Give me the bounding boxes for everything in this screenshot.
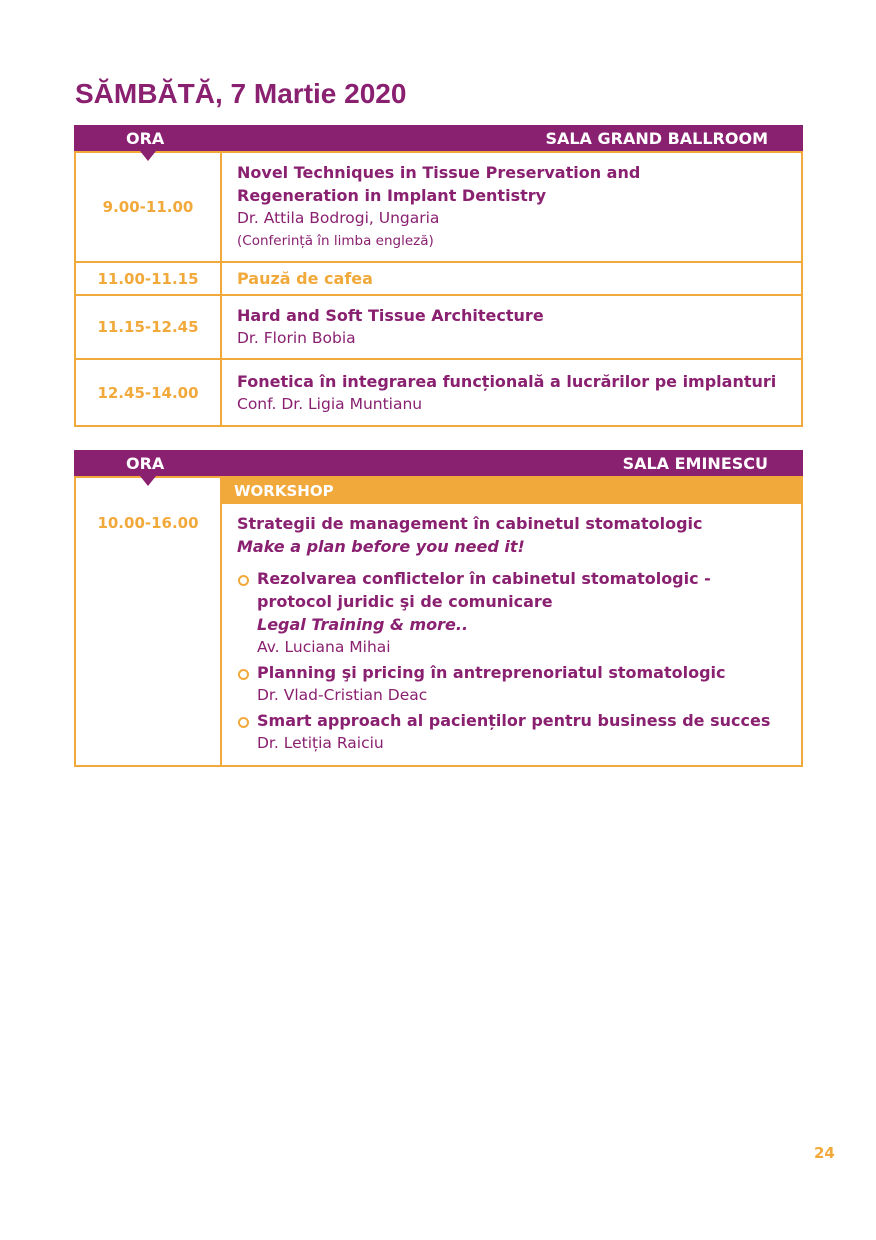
session-speaker: Dr. Attila Bodrogi, Ungaria <box>237 209 440 227</box>
list-item <box>237 567 801 659</box>
session-title: Novel Techniques in Tissue Preservation and <box>237 163 641 182</box>
session-title: Regeneration in Implant Dentistry <box>237 186 547 205</box>
schedule-table <box>74 151 803 427</box>
workshop-subtitle: Make a plan before you need it! <box>237 537 525 556</box>
workshop-title: Strategii de management în cabinetul stomatologic <box>237 514 703 533</box>
workshop-label: WORKSHOP <box>222 478 801 504</box>
coffee-break-label: Pauză de cafea <box>237 269 373 288</box>
time-cell: 11.00-11.15 <box>75 262 221 295</box>
session-cell <box>221 295 802 359</box>
column-label-ora: ORA <box>126 129 165 148</box>
list-item <box>237 661 801 707</box>
table-row <box>75 359 802 426</box>
table-row <box>75 295 802 359</box>
break-cell <box>221 262 802 295</box>
room-name: SALA EMINESCU <box>622 454 768 473</box>
workshop-body <box>222 504 801 765</box>
session-speaker: Dr. Florin Bobia <box>237 329 356 347</box>
page-number: 24 <box>814 1144 835 1162</box>
table-row <box>75 152 802 262</box>
session-cell <box>221 359 802 426</box>
schedule-table <box>74 476 803 767</box>
schedule-eminescu <box>74 450 803 767</box>
item-title: Rezolvarea conflictelor în cabinetul stomatologic - <box>257 569 711 588</box>
item-title: protocol juridic şi de comunicare <box>257 592 553 611</box>
page-title: SĂMBĂTĂ, 7 Martie 2020 <box>75 78 407 109</box>
circle-bullet-icon <box>238 717 249 728</box>
schedule-grand-ballroom <box>74 125 803 427</box>
header-pointer-arrow <box>140 476 156 486</box>
time-cell: 11.15-12.45 <box>75 295 221 359</box>
session-speaker: Conf. Dr. Ligia Muntianu <box>237 394 423 413</box>
circle-bullet-icon <box>238 575 249 586</box>
item-speaker: Av. Luciana Mihai <box>257 638 391 656</box>
item-title: Smart approach al pacienților pentru business de succes <box>257 711 771 730</box>
time-cell: 12.45-14.00 <box>75 359 221 426</box>
session-note: (Conferință în limba engleză) <box>237 233 434 249</box>
schedule-header <box>74 125 803 151</box>
table-row <box>75 477 802 766</box>
item-subtitle: Legal Training & more.. <box>257 615 469 634</box>
session-title: Hard and Soft Tissue Architecture <box>237 306 544 325</box>
session-title: Fonetica în integrarea funcțională a lucrărilor pe implanturi <box>237 371 777 391</box>
session-cell <box>221 152 802 262</box>
list-item <box>237 709 801 755</box>
item-speaker: Dr. Letiția Raiciu <box>257 734 384 752</box>
column-label-ora: ORA <box>126 454 165 473</box>
room-name: SALA GRAND BALLROOM <box>545 129 768 148</box>
table-row <box>75 262 802 295</box>
schedule-header <box>74 450 803 476</box>
header-pointer-arrow <box>140 151 156 161</box>
time-cell: 10.00-16.00 <box>75 477 221 766</box>
item-speaker: Dr. Vlad-Cristian Deac <box>257 686 428 704</box>
circle-bullet-icon <box>238 669 249 680</box>
time-cell: 9.00-11.00 <box>75 152 221 262</box>
item-title: Planning şi pricing în antreprenoriatul stomatologic <box>257 663 726 682</box>
workshop-cell <box>221 477 802 766</box>
